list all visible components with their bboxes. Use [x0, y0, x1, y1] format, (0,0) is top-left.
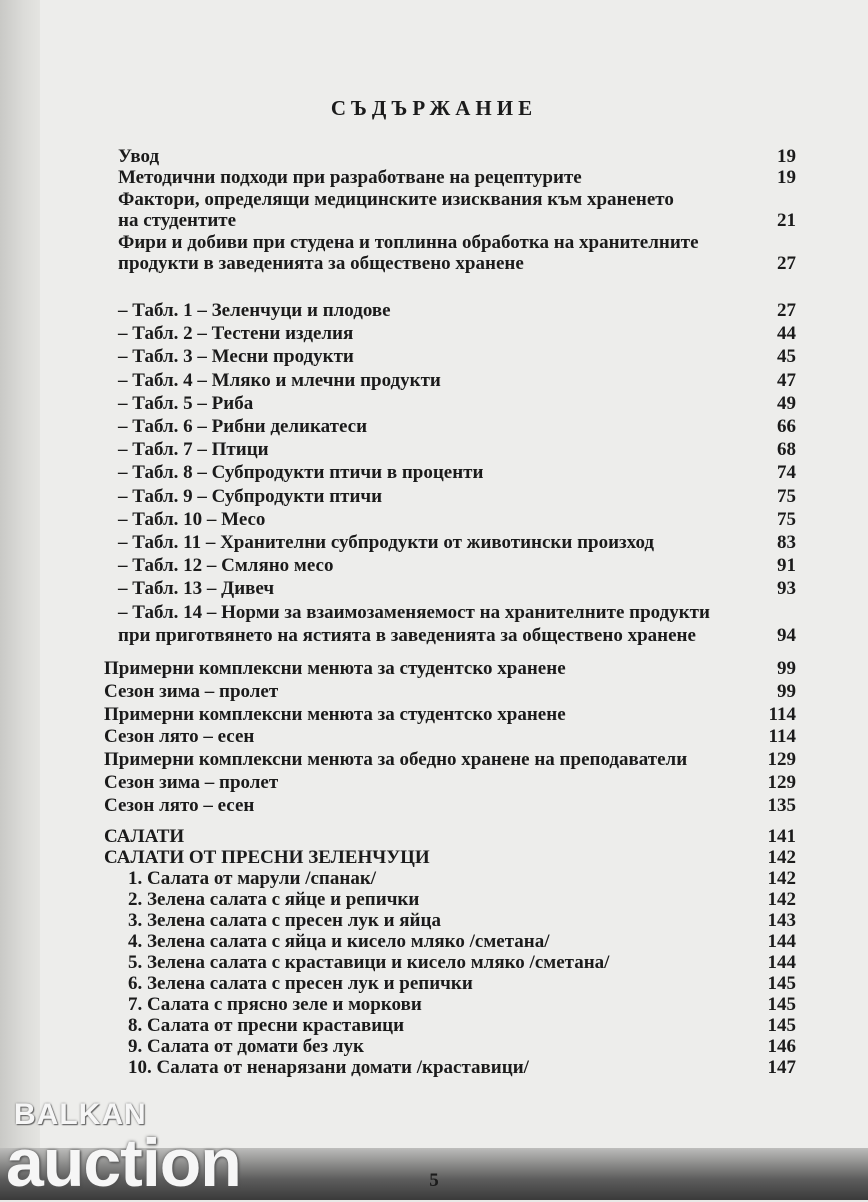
toc-entry-title: – Табл. 5 – Риба	[118, 392, 254, 414]
toc-entry-page: 93	[777, 578, 796, 600]
toc-entry-title: при приготвянето на ястията в заведенията за обществено хранене	[118, 624, 696, 646]
toc-entry-page: 144	[767, 952, 796, 973]
toc-entry-page: 66	[777, 416, 796, 437]
toc-entry	[0, 555, 868, 581]
toc-entry	[0, 346, 868, 372]
toc-entry-title: 6. Зелена салата с пресен лук и репички	[128, 973, 473, 994]
toc-entry-page: 129	[767, 749, 796, 771]
toc-entry	[0, 509, 868, 535]
toc-entry-page: 19	[777, 167, 796, 189]
toc-entry-page: 144	[767, 931, 796, 952]
toc-entry-title: Увод	[118, 146, 160, 167]
toc-entry-title: 9. Салата от домати без лук	[128, 1036, 364, 1057]
toc-entry-title: – Табл. 8 – Субпродукти птичи в проценти	[118, 462, 484, 484]
toc-entry-title: 3. Зелена салата с пресен лук и яйца	[128, 910, 441, 931]
toc-entry-page: 145	[767, 973, 796, 994]
toc-entry-page: 129	[767, 772, 796, 793]
toc-entry-page: 141	[767, 826, 796, 847]
toc-entry-title: 8. Салата от пресни краставици	[128, 1015, 405, 1036]
toc-entry-page: 142	[767, 889, 796, 910]
toc-entry-page: 143	[767, 910, 796, 931]
toc-entry-title: на студентите	[118, 210, 237, 232]
toc-entry-title: 1. Салата от марули /спанак/	[128, 868, 377, 889]
toc-entry-title: – Табл. 4 – Мляко и млечни продукти	[118, 369, 441, 391]
toc-entry	[0, 393, 868, 419]
toc-entry	[0, 1057, 868, 1083]
toc-entry-title: – Табл. 6 – Рибни деликатеси	[118, 416, 368, 437]
toc-entry	[0, 462, 868, 488]
toc-entry-title: – Табл. 3 – Месни продукти	[118, 346, 354, 368]
toc-entry-page: 142	[767, 847, 796, 868]
toc-entry-page: 49	[777, 392, 796, 414]
toc-entry-title: Примерни комплексни менюта за студентско хранене	[104, 703, 566, 725]
toc-entry	[0, 370, 868, 396]
toc-entry	[0, 578, 868, 604]
toc-entry-title: Методични подходи при разработване на рецептурите	[118, 167, 582, 189]
toc-entry-title: – Табл. 11 – Хранителни субпродукти от животински произход	[118, 532, 655, 553]
toc-entry-title: продукти в заведенията за обществено хранене	[118, 253, 524, 274]
toc-entry-title: – Табл. 13 – Дивеч	[118, 578, 275, 600]
toc-entry-title: – Табл. 2 – Тестени изделия	[118, 323, 354, 345]
toc-entry	[0, 625, 868, 651]
toc-entry-title: Примерни комплексни менюта за обедно хранене на преподаватели	[104, 749, 688, 771]
toc-entry-title: – Табл. 12 – Смляно месо	[118, 555, 334, 577]
toc-entry-title: САЛАТИ	[104, 826, 185, 847]
toc-entry-title: – Табл. 14 – Норми за взаимозаменяемост на хранителните продукти	[118, 601, 710, 623]
toc-entry-page: 75	[777, 485, 796, 507]
toc-entry-title: Сезон зима – пролет	[104, 772, 279, 793]
toc-entry-page: 142	[767, 868, 796, 889]
toc-entry-page: 99	[777, 658, 796, 679]
toc-entry-page: 114	[768, 726, 796, 748]
toc-entry-title: Сезон лято – есен	[104, 726, 255, 748]
toc-entry-page: 45	[777, 346, 796, 368]
page-number: 5	[429, 1170, 439, 1191]
toc-entry	[0, 253, 868, 279]
toc-entry-page: 147	[767, 1057, 796, 1078]
toc-entry-title: 4. Зелена салата с яйца и кисело мляко /сметана/	[128, 931, 550, 952]
toc-entry	[0, 323, 868, 349]
toc-entry-page: 68	[777, 439, 796, 461]
toc-entry-title: Фири и добиви при студена и топлинна обработка на хранителните	[118, 231, 699, 253]
toc-entry-title: Фактори, определящи медицинските изисквания към храненето	[118, 188, 674, 210]
toc-entry-page: 44	[777, 323, 796, 345]
toc-entry	[0, 300, 868, 326]
toc-entry-title: Примерни комплексни менюта за студентско хранене	[104, 658, 566, 679]
toc-entry-title: Сезон лято – есен	[104, 794, 255, 816]
toc-entry-title: САЛАТИ ОТ ПРЕСНИ ЗЕЛЕНЧУЦИ	[104, 847, 430, 868]
toc-entry-page: 145	[767, 1015, 796, 1036]
toc-entry-page: 21	[777, 210, 796, 232]
toc-entry-page: 94	[777, 624, 796, 646]
toc-entry-page: 99	[777, 680, 796, 702]
toc-entry-page: 145	[767, 994, 796, 1015]
toc-entry-title: 5. Зелена салата с краставици и кисело мляко /сметана/	[128, 952, 610, 973]
toc-entry-page: 27	[777, 300, 796, 321]
toc-entry	[0, 416, 868, 442]
toc-entry-title: – Табл. 7 – Птици	[118, 439, 269, 461]
toc-entry-page: 47	[777, 369, 796, 391]
toc-entry-title: 2. Зелена салата с яйце и репички	[128, 889, 420, 910]
toc-entry-page: 75	[777, 508, 796, 530]
watermark-bottom: auction	[6, 1125, 241, 1201]
toc-entry-title: 10. Салата от ненарязани домати /краставици/	[128, 1057, 529, 1078]
toc-entry	[0, 795, 868, 821]
toc-entry-title: Сезон зима – пролет	[104, 680, 279, 702]
toc-entry	[0, 602, 868, 628]
watermark-top: BALKAN	[14, 1098, 147, 1131]
toc-entry-page: 135	[767, 794, 796, 816]
toc-entry	[0, 439, 868, 465]
toc-entry	[0, 532, 868, 558]
page-title: СЪДЪРЖАНИЕ	[330, 96, 538, 120]
toc-entry-page: 146	[767, 1036, 796, 1057]
toc-entry-title: 7. Салата с прясно зеле и моркови	[128, 994, 422, 1015]
toc-entry-page: 83	[777, 532, 796, 553]
toc-entry-page: 19	[777, 146, 796, 167]
toc-entry-page: 91	[777, 555, 796, 577]
toc-entry-page: 114	[768, 703, 796, 725]
toc-entry-title: – Табл. 9 – Субпродукти птичи	[118, 485, 383, 507]
toc-entry-page: 74	[777, 462, 796, 484]
toc-entry-title: – Табл. 1 – Зеленчуци и плодове	[118, 300, 391, 321]
toc-entry-title: – Табл. 10 – Месо	[118, 508, 266, 530]
toc-entry	[0, 486, 868, 512]
toc-entry-page: 27	[777, 253, 796, 274]
